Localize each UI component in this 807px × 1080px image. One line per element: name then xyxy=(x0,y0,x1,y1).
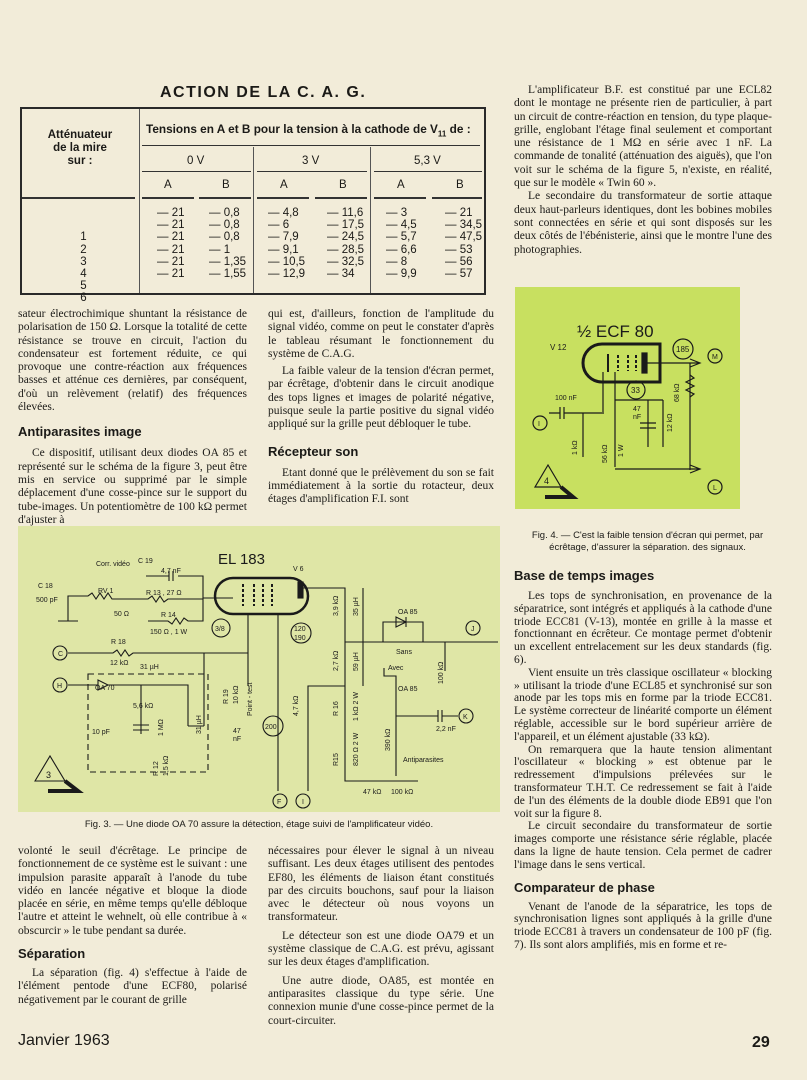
middle-column-upper xyxy=(268,308,494,507)
node-label: 33 xyxy=(631,386,640,395)
divider xyxy=(257,171,367,172)
figure-number: 4 xyxy=(544,476,550,486)
label: 1 MΩ xyxy=(158,719,165,736)
label: R 18 xyxy=(111,639,126,646)
sub-col: B xyxy=(456,179,464,191)
divider xyxy=(139,109,140,293)
node-label: 120 xyxy=(294,626,306,633)
label: 12 kΩ xyxy=(667,413,674,432)
connector-label: J xyxy=(471,626,475,633)
figure-3-schematic xyxy=(18,526,500,812)
paragraph: Etant donné que le prélèvement du son se fait immédiatement à la sortie du rotacteur, deux étages d'amplification F.I. sont xyxy=(268,466,494,506)
label: 1,5 kΩ xyxy=(163,755,170,776)
label: R15 xyxy=(333,753,340,766)
table-title: ACTION DE LA C. A. G. xyxy=(160,84,367,101)
paragraph: On remarquera que la haute tension alimentant l'oscillateur « blocking » est obtenue par le redressement d'impulsions prélevées sur le transformateur T.H.T. Ce redressement se fait à l'aide de l'un des éléments de la double diode EB91 que l'on voit sur la figure 8. xyxy=(514,743,772,820)
paragraph: La séparation (fig. 4) s'effectue à l'aide de l'élément pentode d'une ECF80, polarisé négativement par le courant de grille xyxy=(18,967,247,1006)
connector-label: C xyxy=(58,651,64,658)
paragraph: Une autre diode, OA85, est montée en antiparasites classique du type série. Une connexion munie d'une cosse-pince permet de la court-circuiter. xyxy=(268,974,494,1027)
divider xyxy=(370,147,371,293)
col-5v-b: — 21 — 34,5 — 47,5 — 53 — 56 — 57 xyxy=(445,207,483,281)
schematic-line xyxy=(243,584,272,606)
paragraph: volonté le seuil d'écrêtage. Le principe de fonctionnement de ce système est le suivant : une impulsion parasite apparaît à l'anode du tube vidéo en lancée négative et bloque la diode placée en série, en même temps qu'elle débloque l'autre et atteint le wehnelt, où elle contribue à « obscurcir » le tube pendant sa durée. xyxy=(18,845,247,937)
label: nF xyxy=(233,736,242,743)
label: Point - test xyxy=(247,682,254,716)
schematic-line xyxy=(615,363,700,473)
paragraph: Vient ensuite un très classique oscillateur « blocking » utilisant la triode d'une ECL85 et synchronisé sur son anode par les tops mis en forme par la triode ECC81. Le système correcteur de linéarité comporte un élément réglable, accessible sur le bord supérieur arrière de l'appareil, et un élément ajustable (33 kΩ). xyxy=(514,666,772,743)
left-column-upper xyxy=(18,308,247,527)
label: 47 kΩ xyxy=(363,789,382,796)
sub-col: B xyxy=(222,179,230,191)
col-3v-b: — 11,6 — 17,5 — 24,5 — 28,5 — 32,5 — 34 xyxy=(327,207,365,281)
row-numbers: 1 2 3 4 5 6 xyxy=(80,231,87,305)
sub-col: A xyxy=(397,179,405,191)
label: 100 kΩ xyxy=(438,661,445,684)
schematic-line xyxy=(647,359,700,367)
divider xyxy=(199,197,251,199)
node-label: 200 xyxy=(265,724,277,731)
right-column-lower xyxy=(514,568,772,952)
paragraph: Ce dispositif, utilisant deux diodes OA 85 et représenté sur le schéma de la figure 3, peut être mis en service ou supprimé par le simple déplacement d'une cosse-pince sur le support du tube-images. Un potentiomètre de 100 kΩ permet d'ajuster à xyxy=(18,447,247,526)
label: RV 1 xyxy=(98,588,114,595)
label: 47 xyxy=(233,728,241,735)
label: 59 µH xyxy=(353,652,360,671)
connector-label: M xyxy=(712,354,718,361)
row-header xyxy=(22,129,138,168)
node-label: 190 xyxy=(294,635,306,642)
connector-label: L xyxy=(713,485,717,492)
label: 5,6 kΩ xyxy=(133,703,154,710)
label: 35 µH xyxy=(353,597,360,616)
label: 390 kΩ xyxy=(385,728,392,751)
divider xyxy=(315,197,367,199)
paragraph: Le détecteur son est une diode OA79 et un système classique de C.A.G. est prévu, agissant sur les deux étages d'amplification. xyxy=(268,929,494,969)
schematic-line xyxy=(383,617,423,642)
label: C 19 xyxy=(138,558,153,565)
label: V 12 xyxy=(550,343,567,352)
group-0v: 0 V xyxy=(187,155,205,167)
paragraph: L'amplificateur B.F. est constitué par une ECL82 dont le montage ne présente rien de particulier, à part un circuit de contre-réaction en tension, du type plaque-grille, englobant l'étage final seulement et comportant une résistance de 1 MΩ en série avec 1 nF. La commande de tonalité (atténuation des aiguës), que l'on voit sur le schéma de la figure 5, n'existe, en réalité, que sur le modèle « Twin 60 ». xyxy=(514,84,772,190)
label: 31 µH xyxy=(196,715,203,734)
paragraph: sateur électrochimique shuntant la résistance de polarisation de 150 Ω. Lorsque la totalité de cette résistance se trouve en circuit, l'action du condensateur est fortement réduite, ce qui provoque une contre-réaction aux fréquences basses et atténue ces dernières, par conséquent, d'où un relèvement (relatif) des fréquences élevées. xyxy=(18,308,247,414)
label: 2,7 kΩ xyxy=(333,650,340,671)
node-label: 185 xyxy=(676,345,690,354)
connector-label: F xyxy=(277,799,282,806)
column-group-header: Tensions en A et B pour la tension à la cathode de $V_{11}$ de : xyxy=(146,122,471,139)
label: 12 kΩ xyxy=(110,660,129,667)
divider xyxy=(432,197,482,199)
page-number: 29 xyxy=(752,1034,770,1051)
label: 500 pF xyxy=(36,597,58,604)
col-5v-a: — 3 — 4,5 — 5,7 — 6,6 — 8 — 9,9 xyxy=(386,207,417,281)
section-heading: Base de temps images xyxy=(514,568,655,583)
label: V 6 xyxy=(293,566,304,573)
label: 820 Ω 2 W xyxy=(353,732,360,766)
node-label: 3/8 xyxy=(215,626,225,633)
label: 10 pF xyxy=(92,729,110,736)
right-column-upper xyxy=(514,84,772,257)
schematic-drawing xyxy=(515,287,740,509)
divider xyxy=(374,171,482,172)
sub-col: B xyxy=(339,179,347,191)
schematic-line xyxy=(215,578,308,614)
figure-number: 3 xyxy=(46,770,52,780)
connector-label: K xyxy=(463,714,468,721)
label: 4,7 kΩ xyxy=(293,695,300,716)
label: Corr. vidéo xyxy=(96,561,130,568)
label: 4,7 nF xyxy=(161,568,181,575)
label: 100 nF xyxy=(555,395,577,402)
node-circle xyxy=(533,416,547,430)
figure-4-caption: Fig. 4. — C'est la faible tension d'écran qui permet, par écrêtage, d'assurer la séparation. des signaux. xyxy=(531,530,764,553)
tube-label: ½ ECF 80 xyxy=(577,322,654,341)
label: 10 kΩ xyxy=(233,685,240,704)
label: nF xyxy=(633,414,642,421)
paragraph: qui est, d'ailleurs, fonction de l'amplitude du signal vidéo, comme on peut le constater d'après le tableau résumant le fonctionnement du système de C.A.G. xyxy=(268,308,494,360)
label: 31 µH xyxy=(140,664,159,671)
schematic-line xyxy=(58,606,78,621)
left-column-lower xyxy=(18,845,247,1007)
connector-label: I xyxy=(302,799,304,806)
section-heading: Récepteur son xyxy=(268,443,359,459)
section-heading: Antiparasites image xyxy=(18,424,142,440)
schematic-line xyxy=(68,571,233,624)
label: 2,2 nF xyxy=(436,726,456,733)
label: R 19 xyxy=(223,689,230,704)
label: R 14 xyxy=(161,612,176,619)
paragraph: Le circuit secondaire du transformateur de sortie images comporte une résistance série réglable, placée dans la ligne de haute tension. Cela permet de cadrer l'image dans le sens vertical. xyxy=(514,820,772,871)
divider xyxy=(253,147,254,293)
paragraph: Venant de l'anode de la séparatrice, les tops de synchronisation lignes sont appliqués à la grille d'une triode ECC81 à travers un condensateur de 100 pF (fig. 7). Ils sont alors amplifiés, mis en forme et re- xyxy=(514,900,772,951)
divider xyxy=(142,171,251,172)
label: 150 Ω , 1 W xyxy=(150,629,188,636)
paragraph: nécessaires pour élever le signal à un niveau suffisant. Les deux étages utilisent des pentodes EF80, les éléments de liaison étant constitués par des circuits bouchons, sauf pour la liaison avec le détecteur où nous voyons un transformateur. xyxy=(268,845,494,924)
schematic-line xyxy=(48,781,78,791)
schematic-line xyxy=(642,353,647,373)
row-header-line: sur : xyxy=(67,155,93,167)
label: 100 kΩ xyxy=(391,789,414,796)
label: OA 70 xyxy=(95,685,115,692)
label: 1 kΩ xyxy=(572,440,579,455)
footer-date: Janvier 1963 xyxy=(18,1032,110,1049)
schematic-line xyxy=(298,582,303,598)
connector-label: H xyxy=(57,683,63,690)
schematic-line xyxy=(618,355,636,371)
row-header-line: Atténuateur xyxy=(47,129,113,141)
label: 3,9 kΩ xyxy=(333,595,340,616)
divider xyxy=(257,197,309,199)
group-5v: 5,3 V xyxy=(414,155,441,167)
divider xyxy=(142,145,480,146)
tube-label: EL 183 xyxy=(218,551,265,568)
label: 68 kΩ xyxy=(674,383,681,402)
figure-3-caption: Fig. 3. — Une diode OA 70 assure la détection, étage suivi de l'amplificateur vidéo. xyxy=(84,819,434,830)
divider xyxy=(142,197,194,199)
label: Antiparasites xyxy=(403,757,444,764)
label: R 13 , 27 Ω xyxy=(146,590,182,597)
paragraph: Le secondaire du transformateur de sortie attaque deux haut-parleurs identiques, dont les bobines mobiles sont connectées en série et qui sont disposés sur les deux côtés de l'ébénisterie, ainsi que le montre l'une des photographies. xyxy=(514,190,772,256)
sub-col: A xyxy=(280,179,288,191)
cag-table xyxy=(20,107,486,305)
label: 56 kΩ xyxy=(602,444,609,463)
label: 50 Ω xyxy=(114,611,129,618)
divider xyxy=(374,197,426,199)
row-header-line: de la mire xyxy=(53,142,107,154)
section-heading: Comparateur de phase xyxy=(514,879,655,895)
connector-label: I xyxy=(538,421,540,428)
middle-column-lower xyxy=(268,845,494,1028)
label: Avec xyxy=(388,665,404,672)
col-0v-b: — 0,8 — 0,8 — 0,8 — 1 — 1,35 — 1,55 xyxy=(209,207,247,281)
label: Sans xyxy=(396,649,412,656)
col-3v-a: — 4,8 — 6 — 7,9 — 9,1 — 10,5 — 12,9 xyxy=(268,207,306,281)
label: R 16 xyxy=(333,701,340,716)
group-3v: 3 V xyxy=(302,155,320,167)
label: 1 W xyxy=(618,444,625,457)
col-0v-a: — 21 — 21 — 21 — 21 — 21 — 21 xyxy=(157,207,185,281)
schematic-drawing xyxy=(18,526,500,812)
label: R 12 xyxy=(153,761,160,776)
label: C 18 xyxy=(38,583,53,590)
schematic-line xyxy=(545,487,573,497)
section-heading: Séparation xyxy=(18,946,86,962)
label: 1 kΩ 2 W xyxy=(353,692,360,721)
label: 47 xyxy=(633,406,641,413)
label: OA 85 xyxy=(398,686,418,693)
paragraph: Les tops de synchronisation, en provenance de la séparatrice, sont intégrés et appliqués à la cathode d'une triode ECC81 (V-13), montée en grille à la masse et fonctionnant en écrêteur. Ce montage permet d'obtenir un excellent entrelacement sur les deux standards (fig. 6). xyxy=(514,590,772,666)
figure-4-schematic xyxy=(515,287,740,509)
label: OA 85 xyxy=(398,609,418,616)
divider xyxy=(22,197,135,199)
sub-col: A xyxy=(164,179,172,191)
paragraph: La faible valeur de la tension d'écran permet, par écrêtage, d'obtenir dans le circuit anodique des tops lignes et images de polarité négative, puisque seule la partie positive du signal vidéo appliqué sur la grille peut débloquer le tube. xyxy=(268,365,494,431)
